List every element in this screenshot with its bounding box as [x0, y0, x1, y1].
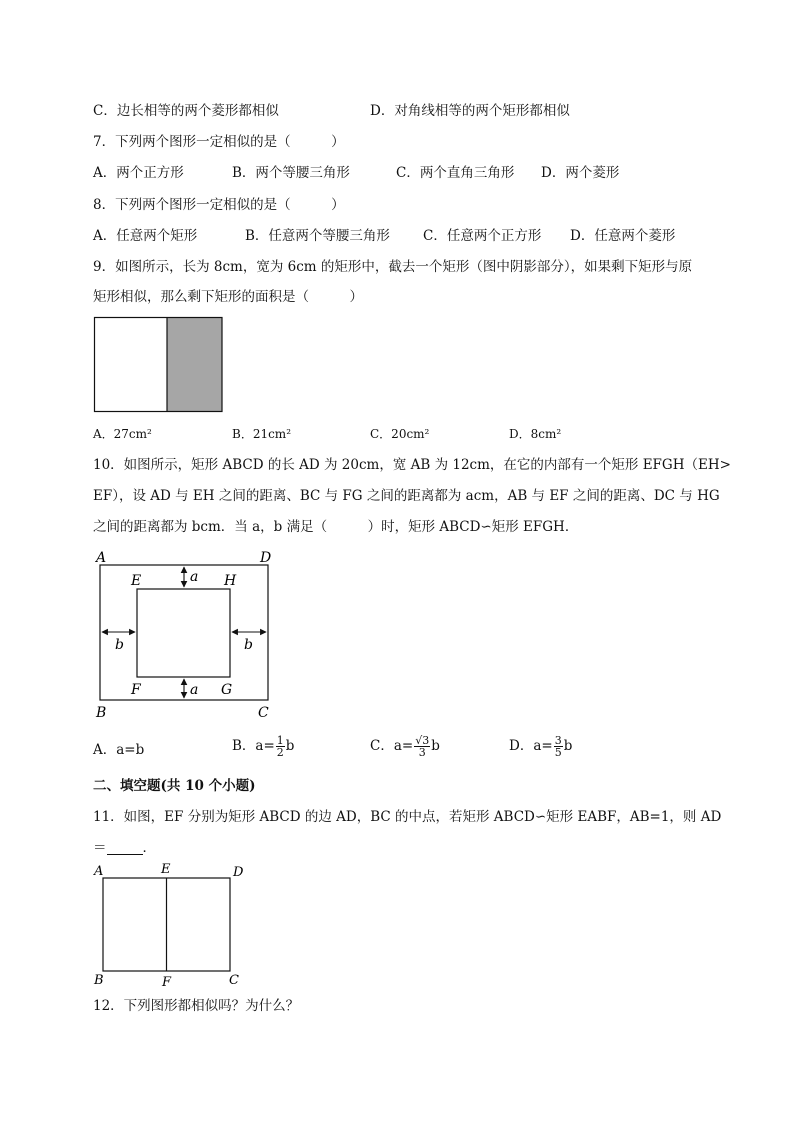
q9-stem-line1: 9．如图所示，长为 8cm，宽为 6cm 的矩形中，截去一个矩形（图中阴影部分），如果剩下矩形与原 [93, 259, 693, 275]
q10-option-d-num: 3 [554, 734, 562, 747]
q10-label-D: D [260, 550, 272, 566]
q11-label-A: A [94, 864, 104, 879]
q9-option-c: C．20cm² [370, 427, 430, 441]
section2-title: 二、填空题(共 10 个小题) [93, 778, 256, 794]
q10-label-A: A [96, 550, 107, 566]
q8-option-b: B．任意两个等腰三角形 [245, 228, 390, 244]
q9-figure [93, 316, 225, 414]
q8-option-a: A．任意两个矩形 [93, 228, 198, 244]
q8-stem: 8．下列两个图形一定相似的是（ ） [93, 197, 345, 213]
q9-option-b: B．21cm² [232, 427, 291, 441]
q10-option-d [509, 735, 572, 758]
q6-option-d: D．对角线相等的两个矩形都相似 [370, 103, 570, 119]
q10-stem-line2: EF），设 AD 与 EH 之间的距离、BC 与 FG 之间的距离都为 acm，AB 与 EF 之间的距离、DC 与 HG [93, 488, 720, 504]
q10-label-b-left: b [115, 637, 124, 653]
q10-option-b-den: 2 [276, 746, 284, 759]
q9-stem-line2: 矩形相似，那么剩下矩形的面积是（ ） [93, 289, 363, 305]
q10-option-d-den: 5 [554, 746, 562, 759]
q11-answer-blank[interactable] [107, 840, 143, 855]
q11-figure [93, 860, 253, 988]
q11-label-D: D [233, 865, 244, 880]
q10-label-G: G [221, 682, 233, 698]
q7-stem: 7．下列两个图形一定相似的是（ ） [93, 134, 345, 150]
q10-option-b-num: 1 [276, 734, 284, 747]
q10-option-c-prefix: C．a= [370, 738, 414, 754]
q8-option-c: C．任意两个正方形 [423, 228, 542, 244]
q10-option-d-fraction [554, 735, 563, 758]
q8-option-d: D．任意两个菱形 [570, 228, 676, 244]
q10-label-a-top: a [190, 569, 199, 585]
q11-stem-line2 [93, 839, 156, 857]
q10-option-d-prefix: D．a= [509, 738, 553, 754]
q7-option-d: D．两个菱形 [541, 165, 620, 181]
q9-shaded-rect [167, 318, 222, 412]
q10-figure [93, 548, 283, 722]
q12-stem: 12．下列图形都相似吗？为什么？ [93, 998, 300, 1014]
q9-option-d: D．8cm² [509, 427, 562, 441]
q10-label-H: H [224, 573, 237, 589]
q10-option-b [232, 735, 294, 758]
q10-inner-rect [137, 589, 230, 677]
q10-option-b-prefix: B．a= [232, 738, 275, 754]
q10-stem-line3: 之间的距离都为 bcm．当 a，b 满足（ ）时，矩形 ABCD∽矩形 EFGH． [93, 519, 579, 535]
q11-label-C: C [229, 973, 239, 988]
q10-label-E: E [131, 573, 142, 589]
q11-equals: ＝ [93, 840, 107, 856]
q10-label-C: C [258, 705, 269, 721]
q10-stem-line1: 10．如图所示，矩形 ABCD 的长 AD 为 20cm，宽 AB 为 12cm，在它的内部有一个矩形 EFGH（EH> [93, 457, 731, 473]
q10-option-c-num: √3 [415, 734, 430, 747]
q10-option-c-den: 3 [418, 746, 426, 759]
q11-label-E: E [161, 862, 171, 877]
q7-option-a: A．两个正方形 [93, 165, 184, 181]
q10-option-c [370, 735, 440, 758]
q10-label-B: B [96, 705, 107, 721]
q10-option-c-suffix: b [431, 738, 440, 754]
q10-option-b-fraction [276, 735, 285, 758]
q10-label-a-bottom: a [190, 682, 199, 698]
q10-option-b-suffix: b [285, 738, 295, 754]
q11-stem-line1: 11．如图，EF 分别为矩形 ABCD 的边 AD，BC 的中点，若矩形 ABCD∽矩形 EABF，AB=1，则 AD [93, 809, 722, 825]
q7-option-c: C．两个直角三角形 [396, 165, 515, 181]
q11-period: ． [142, 840, 156, 856]
q6-option-c: C．边长相等的两个菱形都相似 [93, 103, 279, 119]
q10-option-a: A．a=b [93, 742, 145, 758]
q10-option-d-suffix: b [563, 738, 573, 754]
q11-label-F: F [162, 975, 172, 988]
q10-label-b-right: b [244, 637, 253, 653]
q10-label-F: F [131, 682, 141, 698]
q11-label-B: B [94, 973, 104, 988]
q9-option-a: A．27cm² [93, 427, 152, 441]
q10-option-c-fraction [414, 735, 430, 758]
q7-option-b: B．两个等腰三角形 [232, 165, 350, 181]
